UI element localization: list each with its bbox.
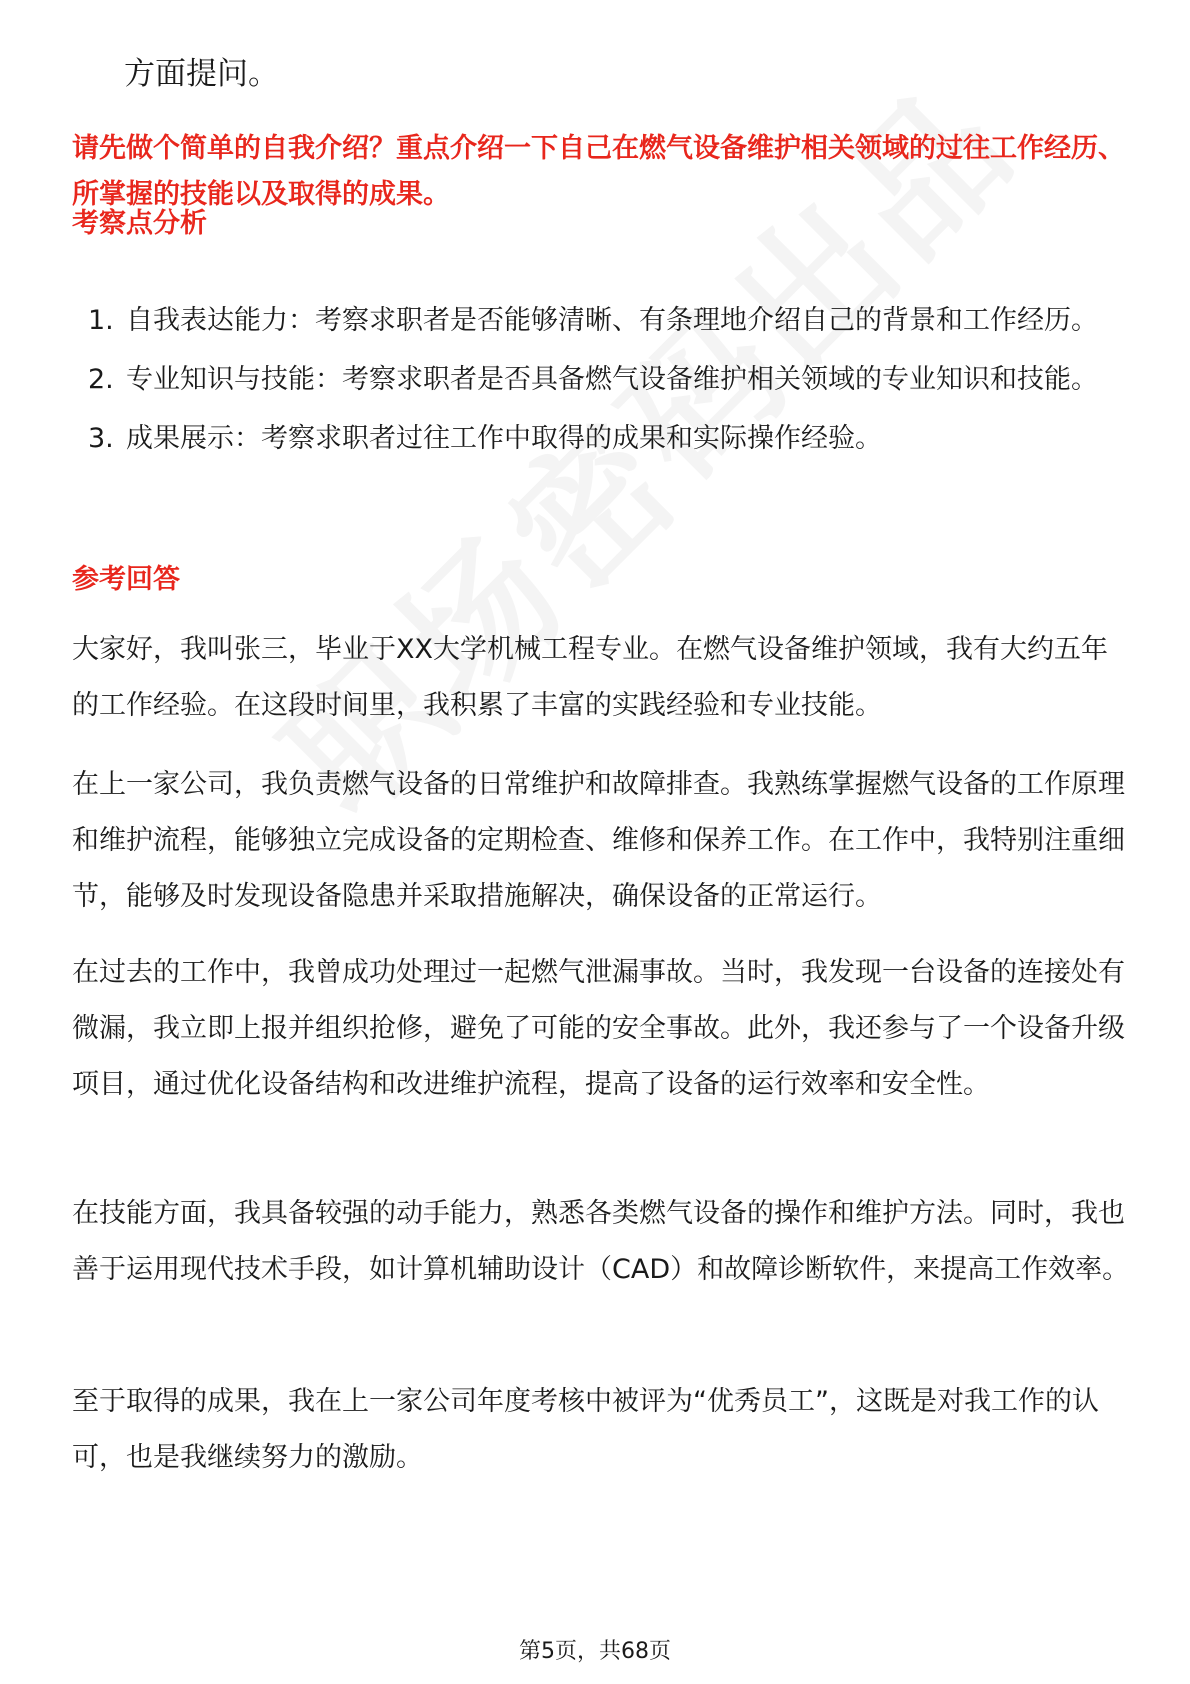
answer-paragraph: 在技能方面，我具备较强的动手能力，熟悉各类燃气设备的操作和维护方法。同时，我也善于运用现代技术手段，如计算机辅助设计（CAD）和故障诊断软件，来提高工作效率。: [72, 1198, 1130, 1285]
analysis-item: [72, 352, 1132, 408]
analysis-list: [72, 293, 1132, 470]
answer-paragraph: 在上一家公司，我负责燃气设备的日常维护和故障排查。我熟练掌握燃气设备的工作原理和维护流程，能够独立完成设备的定期检查、维修和保养工作。在工作中，我特别注重细节，能够及时发现设备隐患并采取措施解决，确保设备的正常运行。: [72, 769, 1125, 912]
analysis-item: [72, 411, 1132, 467]
analysis-title: 考察点分析: [72, 208, 207, 239]
lead-line: 方面提问。: [124, 56, 279, 92]
analysis-item-text: 自我表达能力：考察求职者是否能够清晰、有条理地介绍自己的背景和工作经历。: [126, 305, 1098, 336]
analysis-item-text: 成果展示：考察求职者过往工作中取得的成果和实际操作经验。: [126, 423, 882, 454]
analysis-item-number: 3.: [88, 423, 114, 454]
analysis-item-text: 专业知识与技能：考察求职者是否具备燃气设备维护相关领域的专业知识和技能。: [126, 364, 1098, 395]
answer-paragraph: 大家好，我叫张三，毕业于XX大学机械工程专业。在燃气设备维护领域，我有大约五年的工作经验。在这段时间里，我积累了丰富的实践经验和专业技能。: [72, 634, 1108, 721]
answer-paragraph: 在过去的工作中，我曾成功处理过一起燃气泄漏事故。当时，我发现一台设备的连接处有微漏，我立即上报并组织抢修，避免了可能的安全事故。此外，我还参与了一个设备升级项目，通过优化设备结构和改进维护流程，提高了设备的运行效率和安全性。: [72, 957, 1125, 1100]
analysis-item: [72, 293, 1132, 349]
interview-question: 请先做个简单的自我介绍？重点介绍一下自己在燃气设备维护相关领域的过往工作经历、所掌握的技能以及取得的成果。: [72, 133, 1125, 210]
analysis-item-number: 1.: [88, 305, 114, 336]
page-number: 第5页，共68页: [519, 1639, 671, 1664]
answer-paragraph: 至于取得的成果，我在上一家公司年度考核中被评为“优秀员工”，这既是对我工作的认可，也是我继续努力的激励。: [72, 1386, 1099, 1473]
analysis-item-number: 2.: [88, 364, 114, 395]
answer-title: 参考回答: [72, 564, 180, 595]
